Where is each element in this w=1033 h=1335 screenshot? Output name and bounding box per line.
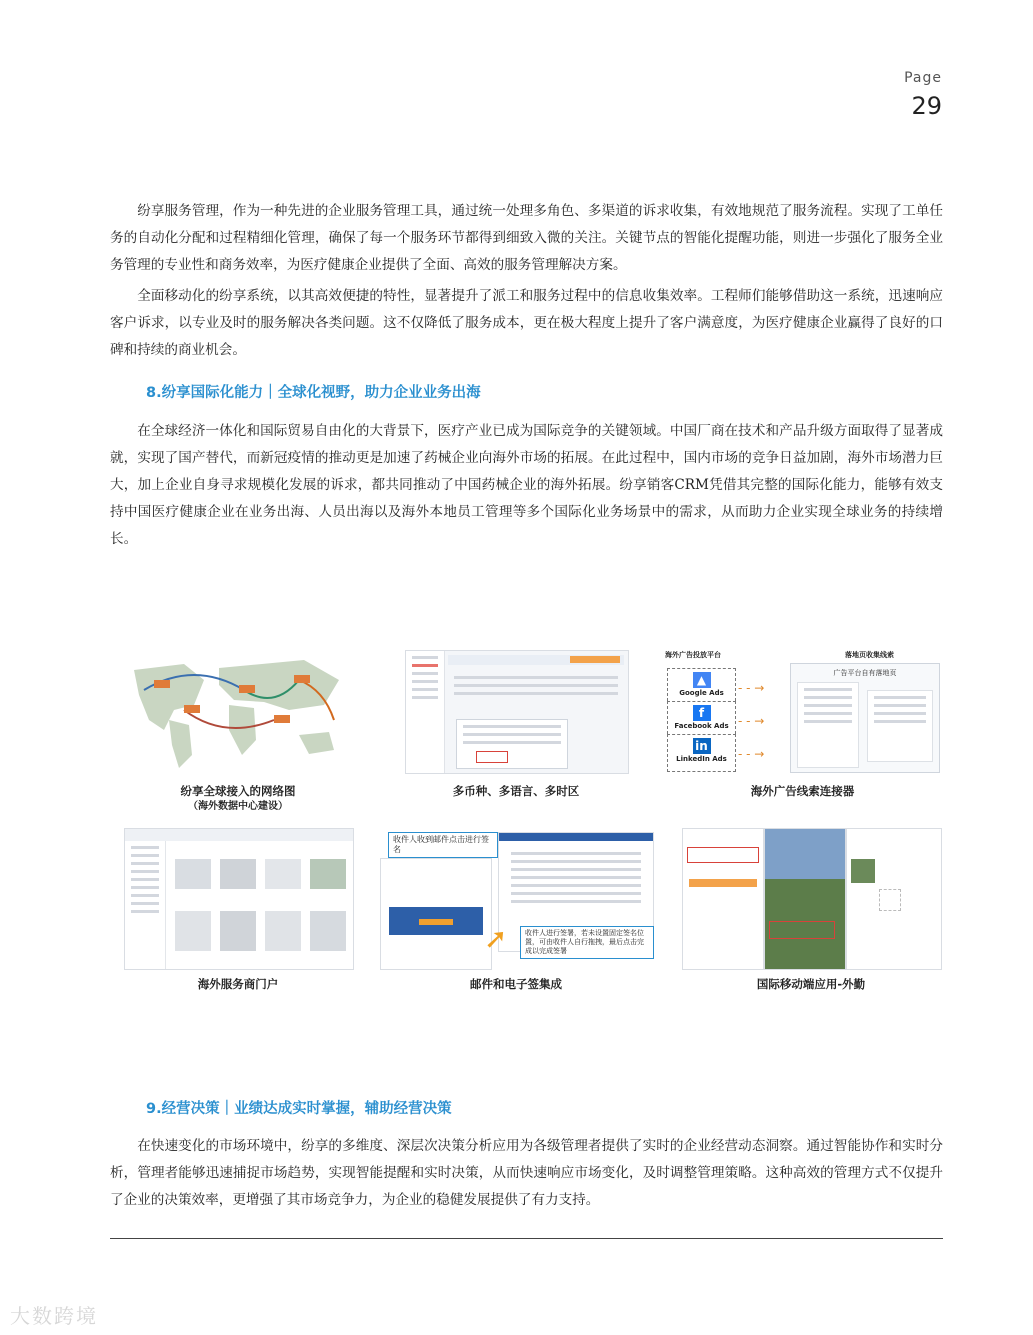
figure-esign-caption: 邮件和电子签集成	[470, 977, 562, 991]
linkedin-ads-label: LinkedIn Ads	[676, 755, 727, 763]
figure-service-portal	[124, 828, 354, 970]
arrow-icon: ➚	[484, 922, 508, 955]
ad-platform-header: 海外广告投放平台	[665, 651, 721, 659]
note-email-received: 收件人收到邮件点击进行签名	[388, 832, 498, 858]
facebook-ads-label: Facebook Ads	[674, 722, 729, 730]
bottom-divider	[110, 1238, 943, 1239]
section-heading-decision: 9.经营决策｜业绩达成实时掌握，辅助经营决策	[146, 1101, 452, 1117]
figure-world-map-caption	[124, 784, 352, 814]
caption-line-2: （海外数据中心建设）	[188, 801, 288, 812]
page-number: 29	[911, 92, 942, 120]
figure-service-portal-caption: 海外服务商门户	[197, 977, 279, 991]
figure-mobile-app	[682, 828, 940, 968]
caption-line-1: 纷享全球接入的网络图	[180, 784, 296, 798]
paragraph-internationalization: 在全球经济一体化和国际贸易自由化的大背景下，医疗产业已成为国际竞争的关键领域。中国厂商在技术和产品升级方面取得了显著成就，实现了国产替代，而新冠疫情的推动更是加速了药械企业向海外市场的拓展。在此过程中，国内市场的竞争日益加剧，海外市场潜力巨大，加上企业自身寻求规模化发展的诉求，都共同推动了中国药械企业的海外拓展。纷享销客CRM凭借其完整的国际化能力，能够有效支持中国医疗健康企业在业务出海、人员出海以及海外本地员工管理等多个国际化业务场景中的需求，从而助力企业实现全球业务的持续增长。	[110, 423, 943, 547]
google-ads-icon: ▲	[693, 672, 711, 688]
landing-page-header: 落地页收集线索	[845, 651, 894, 659]
facebook-ads-icon: f	[693, 705, 711, 721]
section-heading-internationalization: 8.纷享国际化能力｜全球化视野，助力企业业务出海	[146, 385, 481, 401]
landing-page-panel	[790, 663, 940, 773]
watermark: 大数跨境	[10, 1304, 98, 1328]
figure-world-map	[124, 650, 352, 774]
arrow-icon: - - →	[738, 681, 765, 695]
paragraph-service-management: 纷享服务管理，作为一种先进的企业服务管理工具，通过统一处理多角色、多渠道的诉求收集，有效地规范了服务流程。实现了工单任务的自动化分配和过程精细化管理，确保了每一个服务环节都得到细致入微的关注。关键节点的智能化提醒功能，则进一步强化了服务全业务管理的专业性和商务效率，为医疗健康企业提供了全面、高效的服务管理解决方案。	[110, 203, 943, 273]
linkedin-ads-box	[667, 734, 736, 772]
arrow-icon: - - →	[738, 714, 765, 728]
google-ads-label: Google Ads	[679, 689, 724, 697]
page-label: Page	[904, 70, 942, 86]
figure-mobile-app-caption: 国际移动端应用-外勤	[756, 977, 866, 991]
figure-multicurrency-screenshot	[405, 650, 629, 774]
linkedin-ads-icon: in	[693, 738, 711, 754]
paragraph-mobile: 全面移动化的纷享系统，以其高效便捷的特性，显著提升了派工和服务过程中的信息收集效率。工程师们能够借助这一系统，迅速响应客户诉求，以专业及时的服务解决各类问题。这不仅降低了服务成本，更在极大程度上提升了客户满意度，为医疗健康企业赢得了良好的口碑和持续的商业机会。	[110, 288, 943, 358]
world-map-image	[124, 650, 352, 774]
arrow-icon: - - →	[738, 747, 765, 761]
paragraph-decision: 在快速变化的市场环境中，纷享的多维度、深层次决策分析应用为各级管理者提供了实时的企业经营动态洞察。通过智能协作和实时分析，管理者能够迅速捕捉市场趋势，实现智能提醒和实时决策，从而快速响应市场变化，及时调整管理策略。这种高效的管理方式不仅提升了企业的决策效率，更增强了其市场竞争力，为企业的稳健发展提供了有力支持。	[110, 1138, 943, 1208]
landing-page-title: 广告平台自有落地页	[833, 669, 897, 677]
note-sign-instructions: 收件人进行签署，若未设置固定签名位置，可由收件人自行拖拽，最后点击完成以完成签署	[520, 926, 654, 959]
figure-multicurrency-caption: 多币种、多语言、多时区	[452, 784, 580, 798]
figure-ad-connector-caption: 海外广告线索连接器	[750, 784, 855, 798]
figure-esign	[380, 828, 652, 968]
